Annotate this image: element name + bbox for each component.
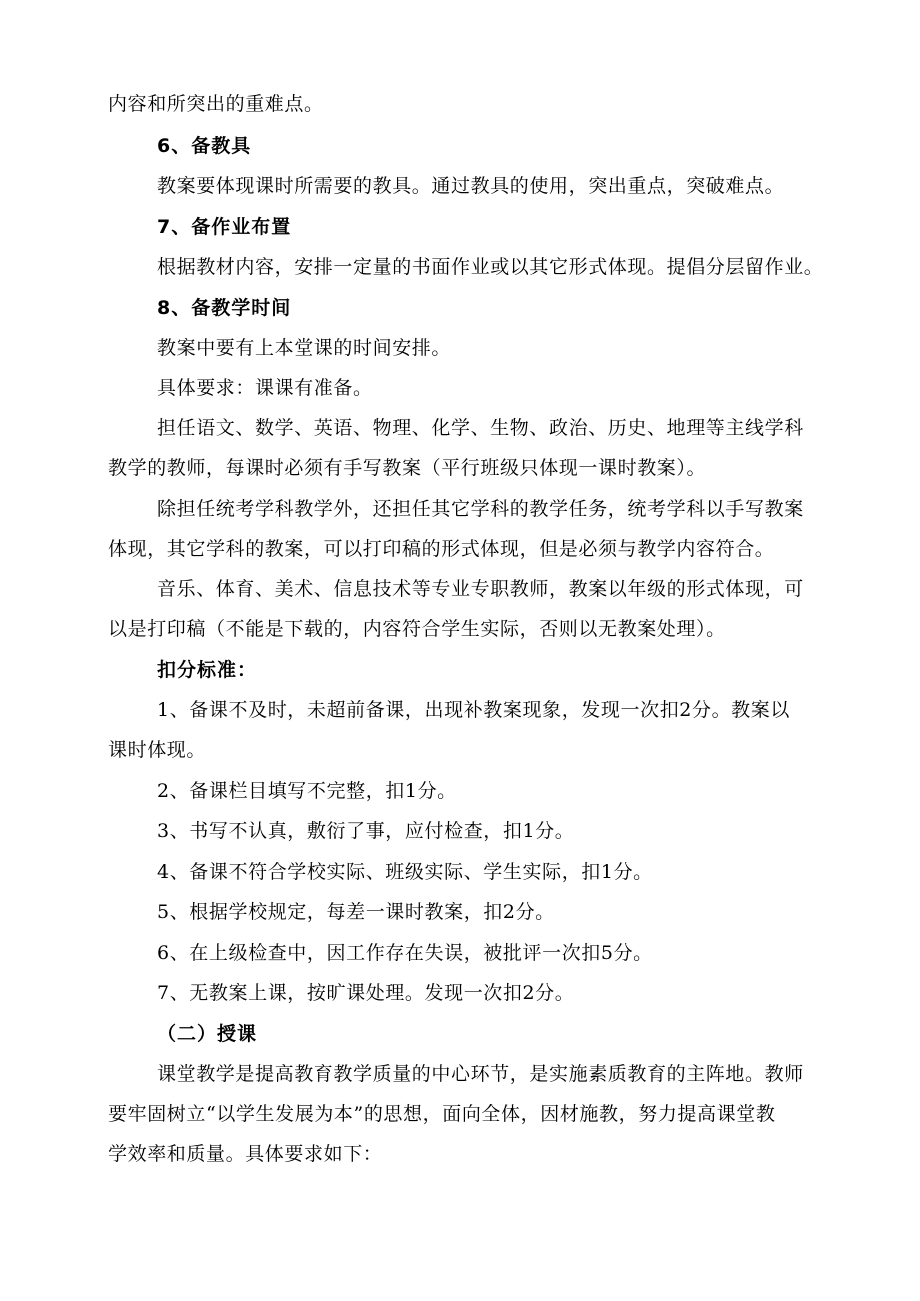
heading-homework: 7、备作业布置: [157, 216, 292, 238]
paragraph-teaching-time: 教案中要有上本堂课的时间安排。: [157, 337, 452, 359]
req1-line2: 教学的教师，每课时必须有手写教案（平行班级只体现一课时教案）。: [108, 457, 707, 479]
paragraph-teaching-aids: 教案要体现课时所需要的教具。通过教具的使用，突出重点，突破难点。: [157, 175, 785, 197]
heading-teaching-time: 8、备教学时间: [157, 297, 292, 319]
requirements-title: 具体要求：课课有准备。: [157, 377, 373, 399]
teaching-line3: 学效率和质量。具体要求如下：: [108, 1143, 383, 1165]
deduction-5: 5、根据学校规定，每差一课时教案，扣2分。: [157, 901, 555, 923]
req3-line1: 音乐、体育、美术、信息技术等专业专职教师，教案以年级的形式体现，可: [157, 578, 804, 600]
teaching-line1: 课堂教学是提高教育教学质量的中心环节，是实施素质教育的主阵地。教师: [157, 1063, 804, 1085]
section-teaching: （二）授课: [157, 1023, 258, 1045]
deduction-1-line2: 课时体现。: [108, 739, 207, 761]
teaching-line2: 要牢固树立“以学生发展为本”的思想，面向全体，因材施教，努力提高课堂教: [108, 1103, 776, 1125]
deduction-title: 扣分标准：: [157, 659, 258, 681]
continuation-text: 内容和所突出的重难点。: [108, 93, 324, 115]
deduction-1-line1: 1、备课不及时，未超前备课，出现补教案现象，发现一次扣2分。教案以: [157, 699, 790, 721]
heading-teaching-aids: 6、备教具: [157, 135, 252, 157]
deduction-3: 3、书写不认真，敷衍了事，应付检查，扣1分。: [157, 820, 575, 842]
deduction-4: 4、备课不符合学校实际、班级实际、学生实际，扣1分。: [157, 861, 653, 883]
req2-line2: 体现，其它学科的教案，可以打印稿的形式体现，但是必须与教学内容符合。: [108, 538, 775, 560]
req1-line1: 担任语文、数学、英语、物理、化学、生物、政治、历史、地理等主线学科: [157, 417, 804, 439]
paragraph-homework: 根据教材内容，安排一定量的书面作业或以其它形式体现。提倡分层留作业。: [157, 256, 824, 278]
req3-line2: 以是打印稿（不能是下载的，内容符合学生实际，否则以无教案处理）。: [108, 618, 726, 640]
req2-line1: 除担任统考学科教学外，还担任其它学科的教学任务，统考学科以手写教案: [157, 498, 804, 520]
deduction-6: 6、在上级检查中，因工作存在失误，被批评一次扣5分。: [157, 942, 653, 964]
deduction-7: 7、无教案上课，按旷课处理。发现一次扣2分。: [157, 982, 575, 1004]
deduction-2: 2、备课栏目填写不完整，扣1分。: [157, 780, 457, 802]
